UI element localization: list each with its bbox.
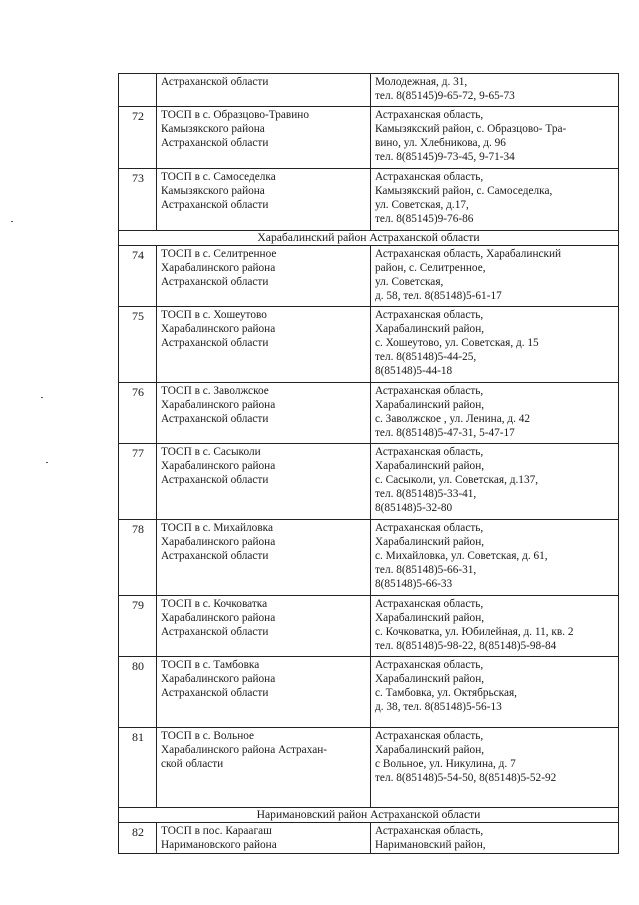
office-name-line: Харабалинского района	[161, 612, 276, 624]
office-name-line: ТОСП в с. Селитренное	[161, 248, 277, 260]
address-line: Харабалинский район,	[375, 460, 485, 472]
office-name-line: Астраханской области	[161, 413, 269, 425]
office-name-line: Харабалинского района	[161, 536, 276, 548]
address-line: тел. 8(85148)5-98-22, 8(85148)5-98-84	[375, 640, 557, 652]
address-line: Астраханская область,	[375, 171, 484, 183]
address-line: Астраханская область, Харабалинский	[375, 248, 562, 260]
row-number: 72	[119, 107, 157, 169]
office-name-line: Харабалинского района	[161, 262, 276, 274]
table-row	[119, 444, 619, 520]
office-name	[157, 246, 371, 307]
address-line: Харабалинский район,	[375, 744, 485, 756]
office-name-line: Астраханской области	[161, 76, 269, 88]
address-line: 8(85148)5-32-80	[375, 502, 453, 514]
address-line: Харабалинский район,	[375, 612, 485, 624]
region-header-row	[119, 808, 619, 823]
office-name-line: Астраханской области	[161, 626, 269, 638]
address-line: Харабалинский район,	[375, 673, 485, 685]
office-address	[371, 823, 619, 854]
address-line: Наримановский район,	[375, 839, 486, 851]
office-name	[157, 520, 371, 596]
table-row	[119, 74, 619, 107]
office-name	[157, 728, 371, 808]
office-name	[157, 596, 371, 657]
office-address	[371, 246, 619, 307]
table-row	[119, 246, 619, 307]
address-line: ул. Советская, д.17,	[375, 199, 469, 211]
office-name-line: Астраханской области	[161, 276, 269, 288]
office-address	[371, 169, 619, 231]
office-name	[157, 657, 371, 728]
office-name-line: Харабалинского района	[161, 399, 276, 411]
address-line: Астраханская область,	[375, 730, 484, 742]
office-name-line: Астраханской области	[161, 337, 269, 349]
tosp-address-table	[118, 73, 619, 854]
table-row	[119, 728, 619, 808]
address-line: Астраханская область,	[375, 109, 484, 121]
row-number: 81	[119, 728, 157, 808]
office-address	[371, 444, 619, 520]
office-name-line: ТОСП в с. Тамбовка	[161, 659, 260, 671]
address-line: Харабалинский район,	[375, 323, 485, 335]
scan-speck	[46, 462, 48, 463]
address-line: тел. 8(85145)9-65-72, 9-65-73	[375, 90, 515, 102]
address-line: тел. 8(85148)5-44-25,	[375, 351, 477, 363]
tosp-address-table-wrapper	[118, 73, 618, 854]
office-name-line: ТОСП в с. Вольное	[161, 730, 255, 742]
office-address	[371, 383, 619, 444]
row-number: 76	[119, 383, 157, 444]
office-name	[157, 444, 371, 520]
office-name	[157, 383, 371, 444]
office-name-line: ТОСП в с. Самоседелка	[161, 171, 276, 183]
office-name-line: Харабалинского района Астрахан-	[161, 744, 328, 756]
office-name	[157, 74, 371, 107]
address-line: с. Заволжское , ул. Ленина, д. 42	[375, 413, 531, 425]
row-number: 80	[119, 657, 157, 728]
office-name-line: Астраханской области	[161, 137, 269, 149]
office-name	[157, 169, 371, 231]
office-name-line: ТОСП в пос. Караагаш	[161, 825, 272, 837]
address-line: д. 38, тел. 8(85148)5-56-13	[375, 701, 502, 713]
address-line: Камызякский район, с. Самоседелка,	[375, 185, 553, 197]
office-name-line: ТОСП в с. Сасыколи	[161, 446, 261, 458]
office-name-line: ТОСП в с. Михайловка	[161, 522, 273, 534]
region-header-row	[119, 231, 619, 246]
table-row	[119, 307, 619, 383]
address-line: Астраханская область,	[375, 825, 484, 837]
scan-speck	[41, 397, 43, 398]
row-number	[119, 74, 157, 107]
address-line: тел. 8(85148)5-66-31,	[375, 564, 477, 576]
row-number: 78	[119, 520, 157, 596]
office-address	[371, 107, 619, 169]
address-line: тел. 8(85145)9-76-86	[375, 213, 474, 225]
address-line: Харабалинский район,	[375, 399, 485, 411]
address-line: Молодежная, д. 31,	[375, 76, 468, 88]
region-title: Харабалинский район Астраханской области	[119, 231, 619, 246]
table-row	[119, 107, 619, 169]
office-name-line: Астраханской области	[161, 199, 269, 211]
table-row	[119, 520, 619, 596]
address-line: тел. 8(85148)5-54-50, 8(85148)5-52-92	[375, 772, 557, 784]
address-line: с. Кочковатка, ул. Юбилейная, д. 11, кв. 2	[375, 626, 574, 638]
office-address	[371, 596, 619, 657]
office-name-line: ТОСП в с. Хошеутово	[161, 309, 267, 321]
address-line: тел. 8(85148)5-33-41,	[375, 488, 477, 500]
office-name-line: ТОСП в с. Образцово-Травино	[161, 109, 309, 121]
office-name-line: ТОСП в с. Кочковатка	[161, 598, 268, 610]
table-row	[119, 596, 619, 657]
address-line: вино, ул. Хлебникова, д. 96	[375, 137, 506, 149]
row-number: 77	[119, 444, 157, 520]
address-line: д. 58, тел. 8(85148)5-61-17	[375, 290, 502, 302]
office-name-line: Камызякского района	[161, 123, 265, 135]
scan-speck	[11, 221, 13, 222]
table-row	[119, 657, 619, 728]
address-line: Астраханская область,	[375, 385, 484, 397]
row-number: 82	[119, 823, 157, 854]
address-line: Астраханская область,	[375, 522, 484, 534]
office-address	[371, 74, 619, 107]
office-name-line: Харабалинского района	[161, 673, 276, 685]
address-line: с. Тамбовка, ул. Октябрьская,	[375, 687, 517, 699]
office-name	[157, 107, 371, 169]
office-address	[371, 657, 619, 728]
office-name-line: ской области	[161, 758, 224, 770]
office-name	[157, 823, 371, 854]
address-line: с Вольное, ул. Никулина, д. 7	[375, 758, 516, 770]
office-address	[371, 520, 619, 596]
office-name-line: Астраханской области	[161, 550, 269, 562]
region-title: Наримановский район Астраханской области	[119, 808, 619, 823]
address-line: Астраханская область,	[375, 598, 484, 610]
row-number: 79	[119, 596, 157, 657]
address-line: с. Хошеутово, ул. Советская, д. 15	[375, 337, 539, 349]
address-line: Астраханская область,	[375, 309, 484, 321]
table-row	[119, 383, 619, 444]
address-line: район, с. Селитренное,	[375, 262, 486, 274]
table-row	[119, 823, 619, 854]
address-line: Камызякский район, с. Образцово- Тра-	[375, 123, 567, 135]
office-name-line: Харабалинского района	[161, 460, 276, 472]
address-line: тел. 8(85145)9-73-45, 9-71-34	[375, 151, 515, 163]
address-line: ул. Советская,	[375, 276, 444, 288]
office-name-line: Наримановского района	[161, 839, 277, 851]
address-line: 8(85148)5-44-18	[375, 365, 453, 377]
office-name-line: Камызякского района	[161, 185, 265, 197]
address-line: Астраханская область,	[375, 446, 484, 458]
office-name-line: Астраханской области	[161, 687, 269, 699]
office-name	[157, 307, 371, 383]
table-row	[119, 169, 619, 231]
row-number: 74	[119, 246, 157, 307]
address-line: с. Сасыколи, ул. Советская, д.137,	[375, 474, 539, 486]
office-name-line: ТОСП в с. Заволжское	[161, 385, 269, 397]
row-number: 75	[119, 307, 157, 383]
row-number: 73	[119, 169, 157, 231]
office-address	[371, 728, 619, 808]
office-name-line: Харабалинского района	[161, 323, 276, 335]
address-line: Харабалинский район,	[375, 536, 485, 548]
address-line: с. Михайловка, ул. Советская, д. 61,	[375, 550, 548, 562]
address-line: тел. 8(85148)5-47-31, 5-47-17	[375, 427, 515, 439]
address-line: Астраханская область,	[375, 659, 484, 671]
address-line: 8(85148)5-66-33	[375, 578, 453, 590]
office-name-line: Астраханской области	[161, 474, 269, 486]
office-address	[371, 307, 619, 383]
